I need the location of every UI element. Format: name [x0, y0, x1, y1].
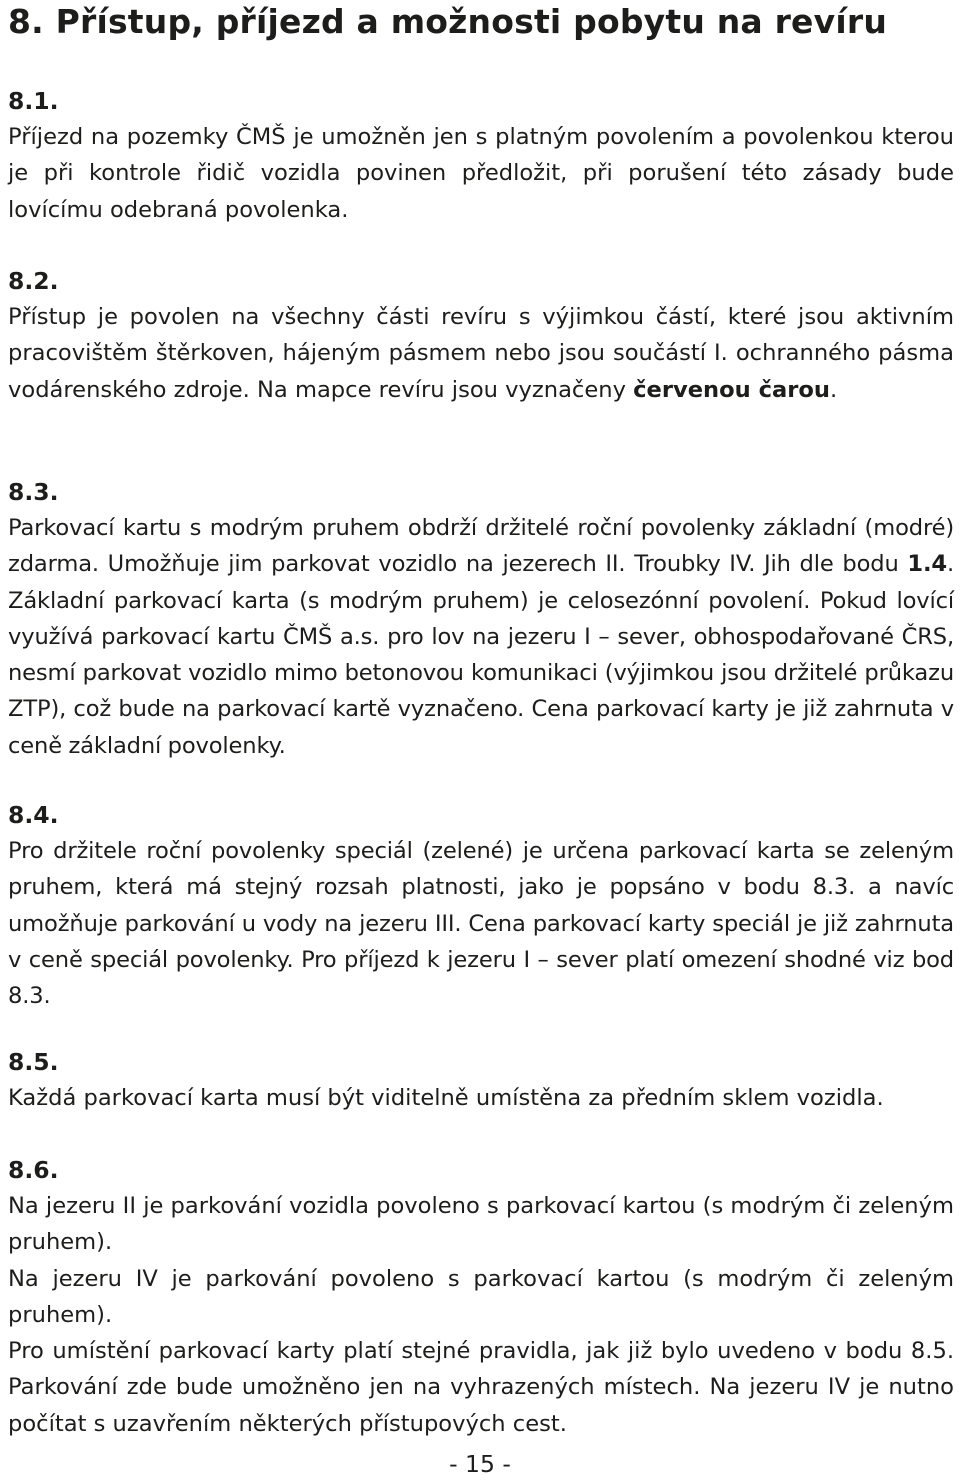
section-8-1 [8, 83, 954, 228]
section-text: Pro držitele roční povolenky speciál (zelené) je určena parkovací karta se zeleným pruhem, která má stejný rozsah platnosti, jako je popsáno v bodu 8.3. a navíc umožňuje parkování u vody na jezeru III. Cena parkovací karty speciál je již zahrnuta v ceně speciál povolenky. Pro příjezd k jezeru I – sever platí omezení shodné viz bod 8.3. [8, 838, 954, 1010]
section-text-part: Parkovací kartu s modrým pruhem obdrží držitelé roční povolenky základní (modré) zdarma. Umožňuje jim parkovat vozidlo na jezerech II. Troubky IV. Jih dle bodu [8, 515, 954, 578]
section-8-3 [8, 474, 954, 764]
section-text-part: . [829, 376, 838, 403]
section-8-4 [8, 797, 954, 1014]
section-paragraph: Na jezeru II je parkování vozidla povoleno s parkovací kartou (s modrým či zeleným pruhem). [8, 1193, 954, 1256]
section-paragraph: Pro umístění parkovací karty platí stejné pravidla, jak již bylo uvedeno v bodu 8.5. Parkování zde bude umožněno jen na vyhrazených místech. Na jezeru IV je nutno počítat s uzavřením některých přístupových cest. [8, 1338, 954, 1437]
section-paragraph: Na jezeru IV je parkování povoleno s parkovací kartou (s modrým či zeleným pruhem). [8, 1265, 954, 1328]
section-number: 8.6. [8, 1156, 59, 1184]
section-number: 8.3. [8, 478, 59, 506]
page-number: - 15 - [449, 1450, 511, 1478]
section-text-bold: červenou čarou [633, 376, 830, 403]
section-text [8, 299, 954, 408]
section-8-5 [8, 1044, 954, 1116]
section-text [8, 510, 954, 764]
page-title: 8. Přístup, příjezd a možnosti pobytu na revíru [8, 2, 888, 41]
section-8-2 [8, 263, 954, 408]
section-text-part: Přístup je povolen na všechny části revíru s výjimkou částí, které jsou aktivním pracovištěm štěrkoven, hájeným pásmem nebo jsou součástí I. ochranného pásma vodárenského zdroje. Na mapce revíru jsou vyznačeny [8, 304, 954, 403]
section-number: 8.2. [8, 267, 59, 295]
section-text: Příjezd na pozemky ČMŠ je umožněn jen s platným povolením a povolenkou kterou je při kontrole řidič vozidla povinen předložit, při porušení této zásady bude lovícímu odebraná povolenka. [8, 124, 954, 223]
section-number: 8.4. [8, 801, 59, 829]
section-text: Každá parkovací karta musí být viditelně umístěna za předním sklem vozidla. [8, 1085, 884, 1111]
section-number: 8.5. [8, 1048, 59, 1076]
section-number: 8.1. [8, 87, 59, 115]
section-text-part: . Základní parkovací karta (s modrým pruhem) je celosezónní povolení. Pokud lovící využívá parkovací kartu ČMŠ a.s. pro lov na jezeru I – sever, obhospodařované ČRS, nesmí parkovat vozidlo mimo betonovou komunikaci (výjimkou jsou držitelé průkazu ZTP), což bude na parkovací kartě vyznačeno. Cena parkovací karty je již zahrnuta v ceně základní povolenky. [8, 551, 954, 759]
section-text-bold: 1.4 [907, 551, 947, 578]
section-8-6 [8, 1152, 954, 1442]
